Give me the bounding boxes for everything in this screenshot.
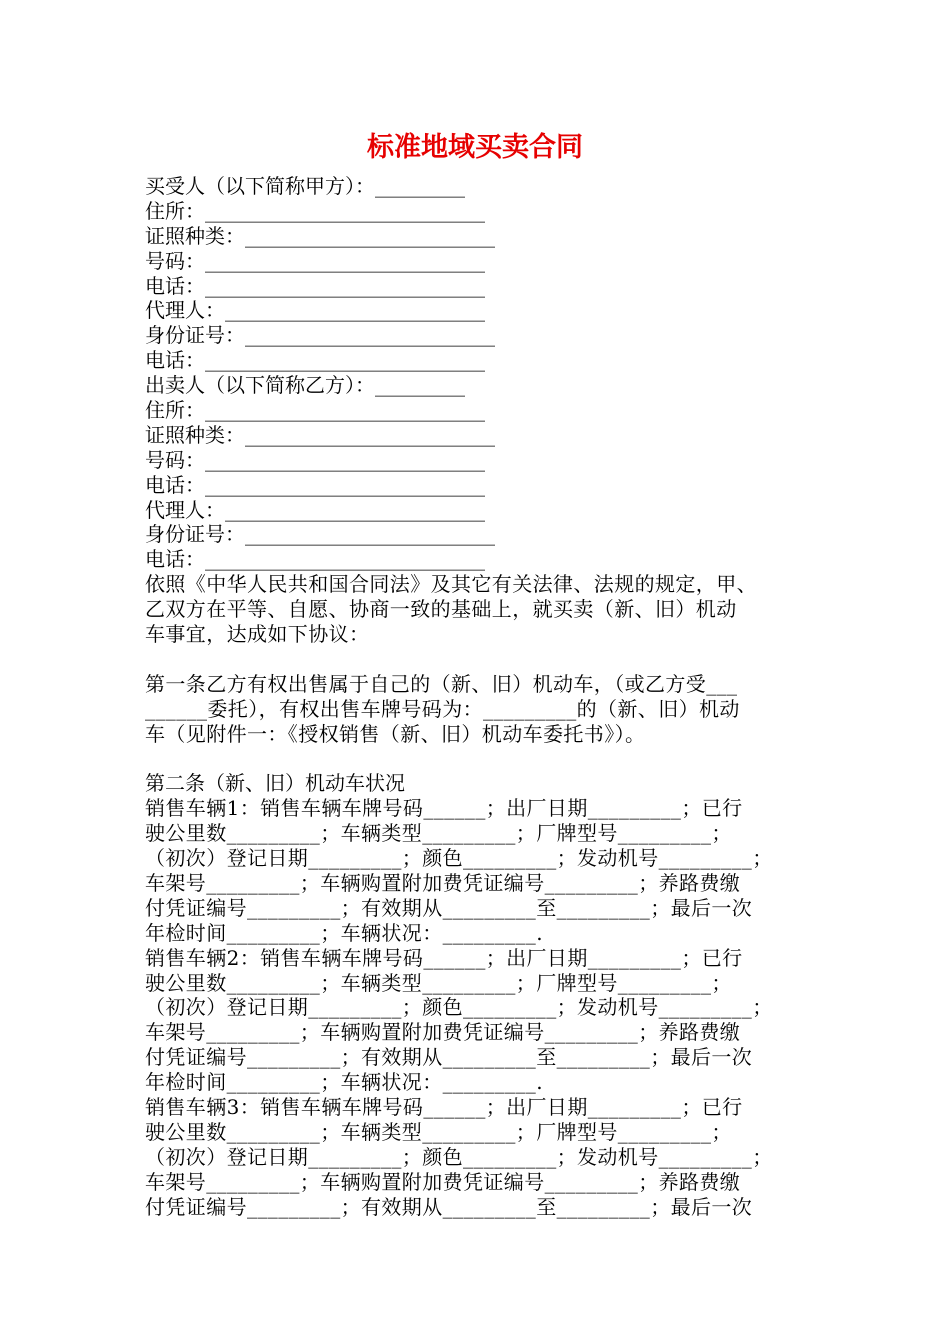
party-a-heading: 买受人（以下简称甲方）：_________ <box>145 174 465 198</box>
article-1-line: 第一条乙方有权出售属于自己的（新、旧）机动车，（或乙方受___ <box>145 671 738 696</box>
preamble-paragraph <box>145 572 813 647</box>
vehicle-2 <box>145 946 813 1095</box>
vehicle-line: 销售车辆3：销售车辆车牌号码______；出厂日期_________；已行 <box>145 1094 743 1119</box>
preamble-line: 乙双方在平等、自愿、协商一致的基础上，就买卖（新、旧）机动 <box>145 597 737 622</box>
vehicle-line: 销售车辆2：销售车辆车牌号码______；出厂日期_________；已行 <box>145 945 743 970</box>
article-1 <box>145 672 813 747</box>
article-1-line: ______委托），有权出售车牌号码为：_________的（新、旧）机动 <box>145 696 740 721</box>
party-b-field: 电话：____________________________ <box>145 472 485 497</box>
party-a-field: 身份证号：_________________________ <box>145 323 495 348</box>
party-a-fields <box>145 199 813 373</box>
article-1-line: 车（见附件一：《授权销售（新、旧）机动车委托书》）。 <box>145 721 646 746</box>
vehicle-line: （初次）登记日期_________；颜色_________；发动机号_________； <box>145 1144 773 1169</box>
party-a-field: 电话：____________________________ <box>145 348 485 373</box>
party-b-field: 身份证号：_________________________ <box>145 522 495 547</box>
vehicle-line: 付凭证编号_________；有效期从_________至_________；最后一次 <box>145 1045 753 1070</box>
spacer <box>145 746 813 771</box>
vehicle-line: 驶公里数_________；车辆类型_________；厂牌型号_________； <box>145 1119 732 1144</box>
vehicle-line: （初次）登记日期_________；颜色_________；发动机号_________； <box>145 995 773 1020</box>
party-a-field: 证照种类：_________________________ <box>145 223 495 248</box>
vehicle-1 <box>145 796 813 945</box>
vehicle-line: （初次）登记日期_________；颜色_________；发动机号_________； <box>145 846 773 871</box>
party-b-field: 住所：____________________________ <box>145 398 485 423</box>
vehicle-line: 付凭证编号_________；有效期从_________至_________；最后一次 <box>145 1194 753 1219</box>
party-a-field: 代理人：__________________________ <box>145 298 485 323</box>
vehicle-3 <box>145 1095 813 1219</box>
preamble-line: 车事宜，达成如下协议： <box>145 622 370 647</box>
party-b-field: 证照种类：_________________________ <box>145 422 495 447</box>
party-b-field: 电话：____________________________ <box>145 547 485 572</box>
vehicle-line: 驶公里数_________；车辆类型_________；厂牌型号_________； <box>145 821 732 846</box>
party-a-field: 住所：____________________________ <box>145 198 485 223</box>
document-title: 标准地域买卖合同 <box>367 132 583 163</box>
vehicle-line: 付凭证编号_________；有效期从_________至_________；最后一次 <box>145 895 753 920</box>
vehicle-line: 驶公里数_________；车辆类型_________；厂牌型号_________； <box>145 970 732 995</box>
spacer <box>145 647 813 672</box>
party-b-fields <box>145 398 813 572</box>
party-a-field: 电话：____________________________ <box>145 273 485 298</box>
vehicle-line: 年检时间_________；车辆状况：_________. <box>145 1070 543 1095</box>
vehicle-line: 车架号_________；车辆购置附加费凭证编号_________；养路费缴 <box>145 1020 741 1045</box>
vehicle-line: 销售车辆1：销售车辆车牌号码______；出厂日期_________；已行 <box>145 796 743 821</box>
vehicle-line: 车架号_________；车辆购置附加费凭证编号_________；养路费缴 <box>145 1169 741 1194</box>
party-b-heading: 出卖人（以下简称乙方）：_________ <box>145 373 465 398</box>
vehicle-line: 车架号_________；车辆购置附加费凭证编号_________；养路费缴 <box>145 870 741 895</box>
party-a-field: 号码：____________________________ <box>145 248 485 273</box>
party-b-field: 代理人：__________________________ <box>145 497 485 522</box>
document-body <box>145 174 813 1219</box>
party-b-field: 号码：____________________________ <box>145 447 485 472</box>
vehicle-line: 年检时间_________；车辆状况：_________. <box>145 920 543 945</box>
article-2-title: 第二条（新、旧）机动车状况 <box>145 771 405 796</box>
preamble-line: 依照《中华人民共和国合同法》及其它有关法律、法规的规定，甲、 <box>145 572 757 597</box>
